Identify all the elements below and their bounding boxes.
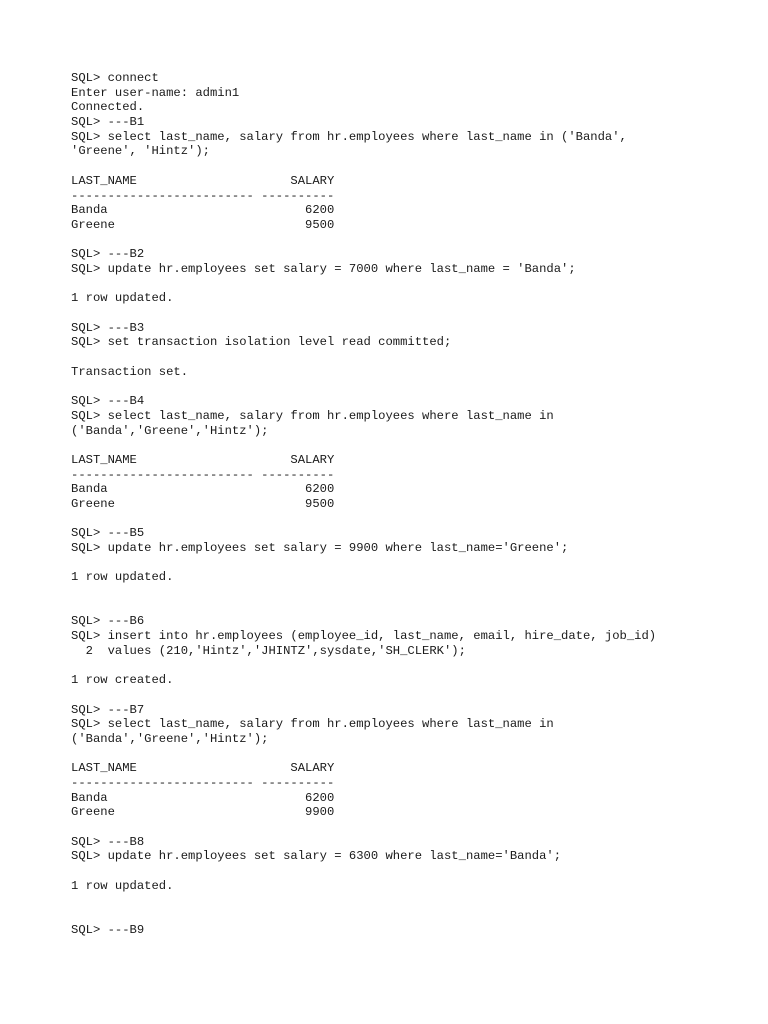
transcript-line: Greene 9500 bbox=[71, 217, 335, 232]
blank-line bbox=[71, 277, 731, 292]
transcript-line: SQL> insert into hr.employees (employee_id, last_name, email, hire_date, job_id) bbox=[71, 629, 657, 644]
transcript-line: 2 values (210,'Hintz','JHINTZ',sysdate,'SH_CLERK'); bbox=[71, 643, 466, 658]
blank-line bbox=[71, 379, 731, 394]
transcript-line: SQL> ---B6 bbox=[71, 614, 145, 629]
transcript-line: Greene 9900 bbox=[71, 805, 335, 820]
sql-session-transcript bbox=[71, 71, 731, 938]
transcript-line: SQL> set transaction isolation level read committed; bbox=[71, 335, 452, 350]
transcript-line: 1 row created. bbox=[71, 673, 174, 688]
transcript-line: Banda 6200 bbox=[71, 203, 335, 218]
transcript-line: 'Greene', 'Hintz'); bbox=[71, 144, 210, 159]
transcript-line: SQL> select last_name, salary from hr.employees where last_name in ('Banda', bbox=[71, 129, 627, 144]
transcript-line: 1 row updated. bbox=[71, 291, 174, 306]
blank-line bbox=[71, 908, 731, 923]
transcript-line: Banda 6200 bbox=[71, 482, 335, 497]
transcript-line: SQL> ---B5 bbox=[71, 526, 145, 541]
blank-line bbox=[71, 864, 731, 879]
transcript-line: LAST_NAME SALARY bbox=[71, 761, 335, 776]
transcript-line: LAST_NAME SALARY bbox=[71, 173, 335, 188]
transcript-line: ------------------------- ---------- bbox=[71, 776, 335, 790]
blank-line bbox=[71, 159, 731, 174]
blank-line bbox=[71, 600, 731, 615]
transcript-line: SQL> update hr.employees set salary = 6300 where last_name='Banda'; bbox=[71, 849, 562, 864]
transcript-line: Transaction set. bbox=[71, 364, 189, 379]
transcript-line: ------------------------- ---------- bbox=[71, 188, 335, 203]
transcript-line: SQL> ---B1 bbox=[71, 115, 145, 130]
transcript-line: 1 row updated. bbox=[71, 570, 174, 585]
transcript-line: SQL> connect bbox=[71, 71, 159, 85]
transcript-line: SQL> select last_name, salary from hr.employees where last_name in bbox=[71, 717, 554, 732]
blank-line bbox=[71, 233, 731, 248]
transcript-line: SQL> ---B7 bbox=[71, 702, 145, 717]
blank-line bbox=[71, 512, 731, 527]
transcript-line: SQL> select last_name, salary from hr.employees where last_name in bbox=[71, 408, 554, 423]
transcript-line: Connected. bbox=[71, 100, 145, 115]
blank-line bbox=[71, 438, 731, 453]
transcript-line: ('Banda','Greene','Hintz'); bbox=[71, 731, 269, 746]
transcript-line: SQL> ---B8 bbox=[71, 834, 145, 849]
transcript-line: 1 row updated. bbox=[71, 878, 174, 893]
blank-line bbox=[71, 556, 731, 571]
blank-line bbox=[71, 659, 731, 674]
transcript-line: Greene 9500 bbox=[71, 496, 335, 511]
blank-line bbox=[71, 894, 731, 909]
transcript-line: SQL> ---B4 bbox=[71, 394, 145, 409]
transcript-line: Banda 6200 bbox=[71, 790, 335, 805]
transcript-line: SQL> ---B9 bbox=[71, 922, 145, 937]
blank-line bbox=[71, 585, 731, 600]
transcript-line: LAST_NAME SALARY bbox=[71, 452, 335, 467]
transcript-line: SQL> ---B3 bbox=[71, 320, 145, 335]
blank-line bbox=[71, 747, 731, 762]
blank-line bbox=[71, 306, 731, 321]
transcript-line: ------------------------- ---------- bbox=[71, 467, 335, 482]
blank-line bbox=[71, 688, 731, 703]
transcript-line: SQL> ---B2 bbox=[71, 247, 145, 262]
transcript-line: SQL> update hr.employees set salary = 9900 where last_name='Greene'; bbox=[71, 541, 569, 555]
blank-line bbox=[71, 820, 731, 835]
transcript-line: Enter user-name: admin1 bbox=[71, 85, 240, 100]
transcript-line: SQL> update hr.employees set salary = 7000 where last_name = 'Banda'; bbox=[71, 261, 576, 276]
blank-line bbox=[71, 350, 731, 365]
transcript-line: ('Banda','Greene','Hintz'); bbox=[71, 423, 269, 438]
